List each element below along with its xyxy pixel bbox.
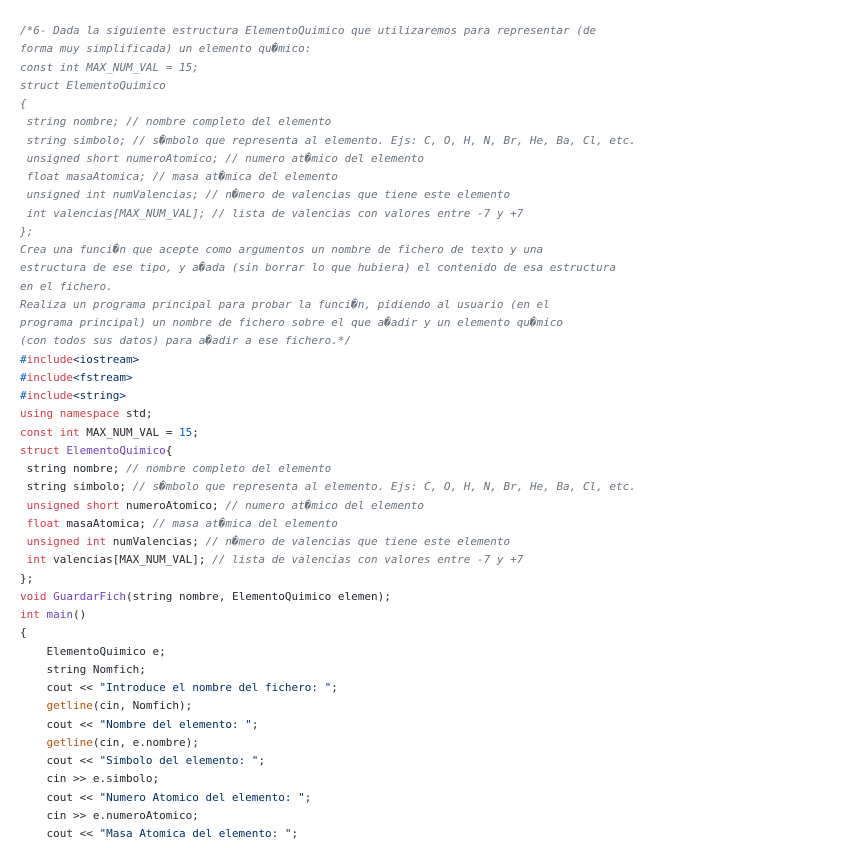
code-token: void [20, 589, 54, 603]
code-token: float [26, 516, 60, 530]
code-token: include [26, 352, 73, 366]
code-line [20, 22, 636, 40]
code-token: }; [20, 224, 34, 238]
code-token: ; [331, 681, 338, 694]
code-token: 15 [178, 425, 193, 439]
code-line [20, 132, 636, 150]
code-line [20, 241, 636, 259]
code-line [20, 387, 636, 405]
code-token: // lista de valencias con valores entre -7 y +7 [212, 553, 524, 567]
code-line [20, 113, 636, 131]
code-token: string nombre; [20, 462, 126, 475]
code-token: ; [258, 754, 266, 767]
code-token: <fstream> [72, 370, 133, 384]
code-token: valencias[MAX_NUM_VAL]; [46, 553, 213, 567]
code-token: <string> [72, 389, 126, 402]
code-token: cout << [20, 754, 100, 767]
code-token: numValencias; [106, 535, 206, 548]
code-line [20, 442, 636, 460]
code-token: "Simbolo del elemento: " [99, 754, 259, 767]
code-token: { [165, 443, 173, 457]
code-line [20, 497, 636, 515]
code-line [20, 296, 636, 314]
code-token: float masaAtomica; // masa at�mica del elemento [20, 170, 338, 183]
code-token: // nombre completo del elemento [125, 462, 332, 475]
code-line [20, 515, 636, 533]
code-token: using namespace [20, 407, 120, 421]
code-token: string Nomfich; [20, 662, 146, 676]
code-token: Crea una funci�n que acepte como argumentos un nombre de fichero de texto y una [20, 243, 544, 256]
code-token: # [20, 352, 27, 366]
code-line [20, 789, 636, 807]
code-line [20, 314, 636, 332]
code-token: cin >> e.numeroAtomico; [20, 808, 199, 822]
code-token [20, 553, 27, 566]
code-token: unsigned short [26, 498, 120, 512]
code-token: struct ElementoQuimico [20, 78, 166, 92]
code-line [20, 460, 636, 478]
code-token: ; [291, 827, 299, 840]
code-token: ; [251, 717, 259, 731]
code-token: std; [119, 407, 153, 421]
code-token: /*6- Dada la siguiente estructura ElementoQuimico que utilizaremos para representar (de [20, 24, 597, 37]
code-line [20, 606, 636, 624]
code-line [20, 259, 636, 277]
code-token: numeroAtomico; [119, 498, 226, 512]
code-token: ElementoQuimico [66, 443, 166, 457]
code-token: include [26, 370, 73, 384]
code-line [20, 150, 636, 168]
code-token: programa principal) un nombre de fichero sobre el que a�adir y un elemento qu�mico [20, 316, 564, 329]
code-token: (cin, e.nombre); [92, 735, 199, 749]
code-token: GuardarFich [53, 589, 126, 603]
code-line [20, 424, 636, 442]
code-token: () [73, 608, 87, 621]
code-token: estructura de ese tipo, y a�ada (sin borrar lo que hubiera) el contenido de esa estructura [20, 261, 617, 275]
code-line [20, 679, 636, 697]
code-token: (string nombre, ElementoQuimico elemen); [125, 589, 391, 603]
code-line [20, 405, 636, 423]
code-token: include [26, 389, 73, 402]
code-token: # [20, 370, 27, 384]
code-line [20, 807, 636, 825]
code-line [20, 588, 636, 606]
code-editor[interactable] [20, 22, 636, 843]
code-token [20, 535, 27, 548]
code-token: en el fichero. [20, 279, 113, 293]
code-token: struct [20, 443, 67, 457]
code-token: { [20, 97, 27, 110]
code-line [20, 40, 636, 58]
code-token [20, 699, 47, 712]
code-line [20, 205, 636, 223]
code-line [20, 278, 636, 296]
code-token: const int MAX_NUM_VAL = 15; [20, 60, 199, 74]
code-token: forma muy simplificada) un elemento qu�mico: [20, 42, 312, 56]
code-token: int [26, 553, 47, 567]
code-token: Realiza un programa principal para probar la funci�n, pidiendo al usuario (en el [20, 297, 550, 311]
code-line [20, 332, 636, 350]
code-line [20, 734, 636, 752]
code-token: (con todos sus datos) para a�adir a ese fichero.*/ [20, 334, 352, 348]
code-token: getline [46, 735, 93, 749]
code-token: ; [304, 790, 312, 804]
code-token: unsigned int numValencias; // n�mero de valencias que tiene este elemento [20, 188, 511, 202]
code-line [20, 95, 636, 113]
code-token [20, 499, 27, 512]
code-token: "Nombre del elemento: " [99, 717, 252, 731]
code-line [20, 478, 636, 496]
code-token: cout << [20, 717, 100, 731]
code-token: int valencias[MAX_NUM_VAL]; // lista de valencias con valores entre -7 y +7 [20, 206, 524, 220]
code-token: // masa at�mica del elemento [152, 516, 338, 530]
code-line [20, 77, 636, 95]
code-line [20, 825, 636, 843]
code-token: cout << [20, 827, 100, 840]
code-token: ElementoQuimico e; [20, 644, 166, 658]
code-token: const int [20, 425, 80, 439]
code-token: (cin, Nomfich); [92, 699, 193, 713]
code-token: string simbolo; // s�mbolo que representa al elemento. Ejs: C, O, H, N, Br, He, Ba, Cl, etc. [20, 133, 636, 147]
code-line [20, 551, 636, 569]
code-line [20, 168, 636, 186]
code-token [20, 517, 27, 530]
code-token: <iostream> [72, 352, 140, 366]
code-token: unsigned int [26, 535, 107, 548]
code-token: unsigned short numeroAtomico; // numero at�mico del elemento [20, 151, 424, 165]
code-token: cout << [20, 681, 100, 694]
code-line [20, 661, 636, 679]
code-line [20, 752, 636, 770]
code-line [20, 643, 636, 661]
code-token: ; [192, 425, 199, 439]
code-line [20, 369, 636, 387]
code-token: // s�mbolo que representa al elemento. Ejs: C, O, H, N, Br, He, Ba, Cl, etc. [132, 480, 636, 494]
code-token: // numero at�mico del elemento [225, 498, 424, 512]
code-line [20, 697, 636, 715]
code-token: { [20, 626, 27, 640]
code-line [20, 770, 636, 788]
code-line [20, 533, 636, 551]
code-token: }; [20, 571, 34, 585]
code-token: MAX_NUM_VAL = [79, 425, 179, 439]
code-token: "Numero Atomico del elemento: " [99, 790, 305, 804]
code-token: // n�mero de valencias que tiene este elemento [205, 535, 511, 548]
code-line [20, 570, 636, 588]
code-token: cin >> e.simbolo; [20, 772, 160, 786]
code-token: cout << [20, 790, 100, 804]
code-token [20, 736, 47, 749]
code-token: "Masa Atomica del elemento: " [99, 827, 292, 840]
code-token: "Introduce el nombre del fichero: " [99, 681, 332, 694]
code-token: string nombre; // nombre completo del elemento [20, 115, 332, 129]
code-token: getline [46, 699, 93, 713]
code-line [20, 186, 636, 204]
code-line [20, 624, 636, 642]
code-line [20, 716, 636, 734]
code-token: string simbolo; [20, 480, 133, 494]
code-token: main [46, 608, 73, 621]
code-line [20, 59, 636, 77]
code-line [20, 351, 636, 369]
code-line [20, 223, 636, 241]
code-token: int [20, 608, 47, 621]
code-token: # [20, 389, 27, 402]
code-token: masaAtomica; [59, 516, 153, 530]
